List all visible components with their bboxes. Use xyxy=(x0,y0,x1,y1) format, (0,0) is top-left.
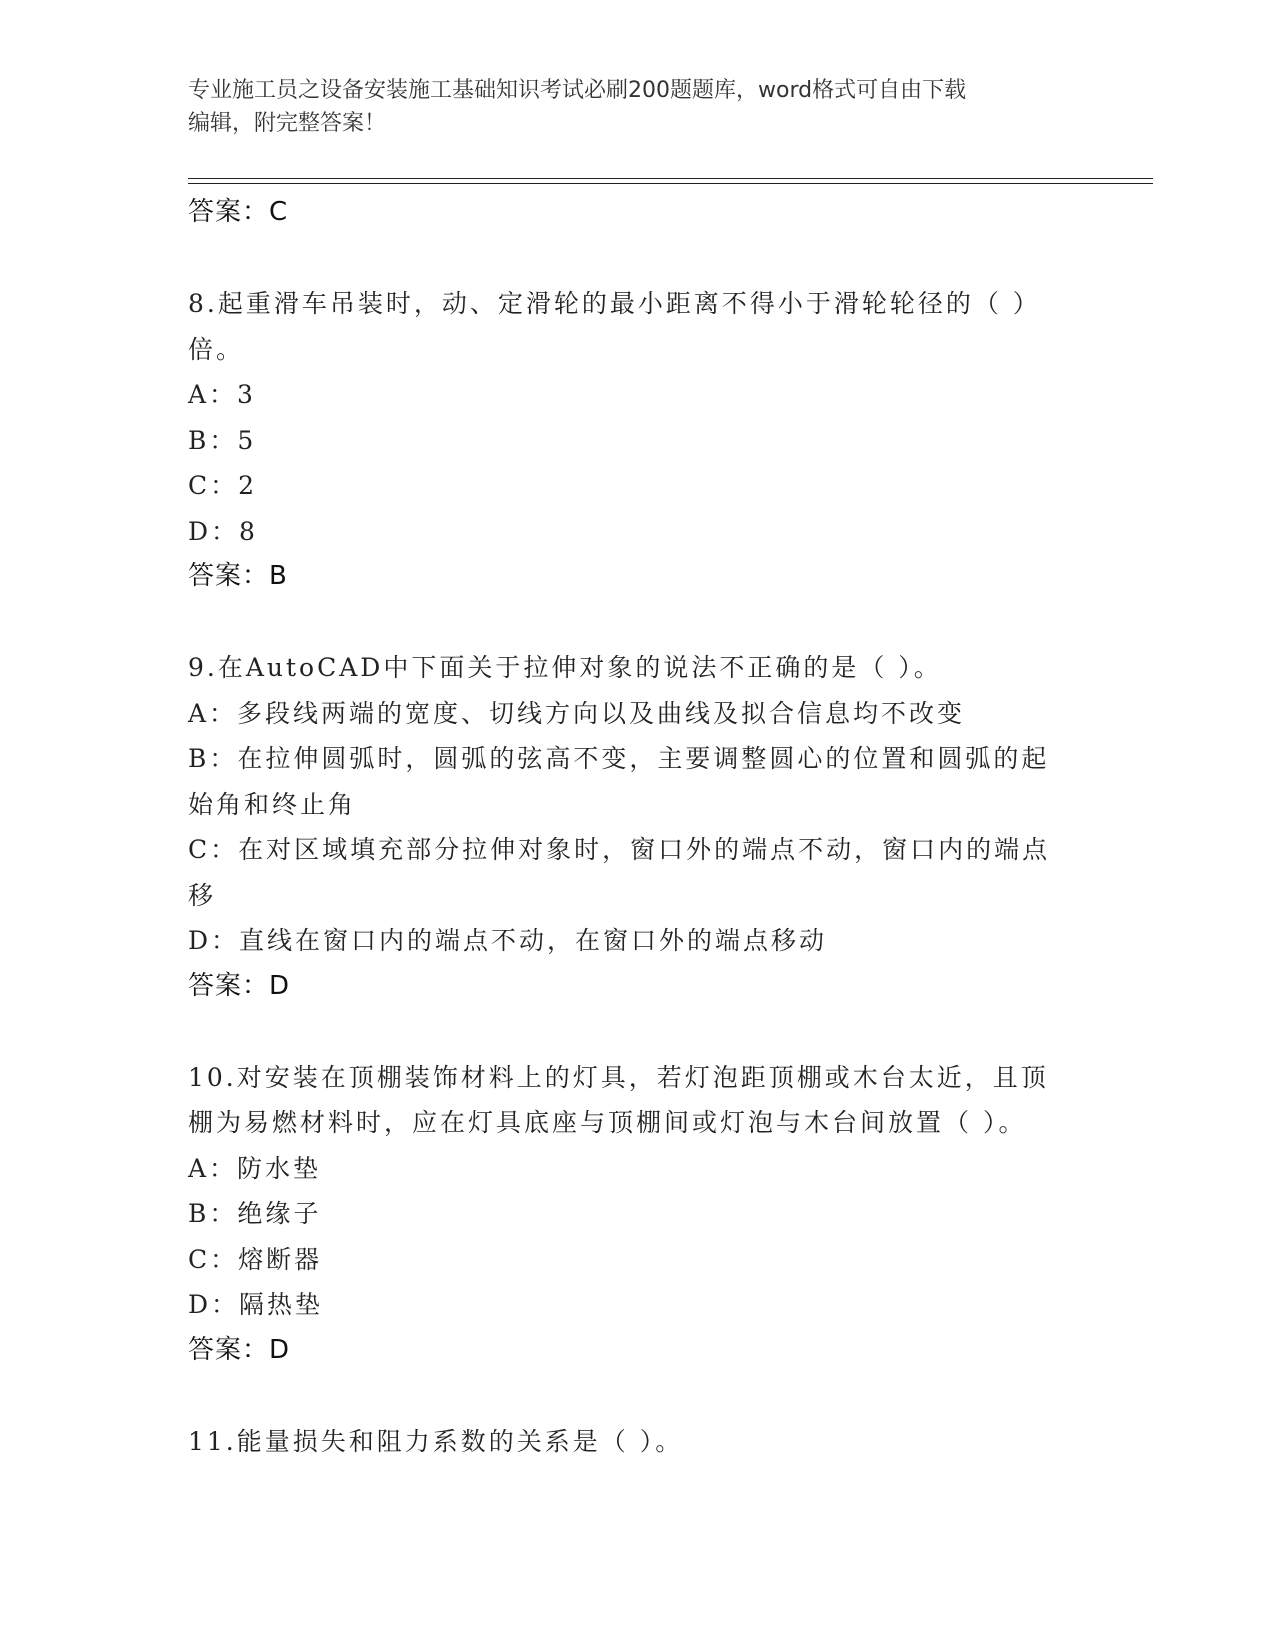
question-10-stem-line-2: 棚为易燃材料时，应在灯具底座与顶棚间或灯泡与木台间放置（ ）。 xyxy=(188,1108,1027,1137)
document-header xyxy=(188,74,1068,140)
question-9-option-d: D：直线在窗口内的端点不动，在窗口外的端点移动 xyxy=(188,926,828,955)
question-10 xyxy=(188,1055,1068,1374)
previous-answer: 答案：C xyxy=(188,197,289,227)
question-list xyxy=(188,190,1068,1464)
spacer xyxy=(188,600,1068,646)
question-9-answer: 答案：D xyxy=(188,970,291,1001)
question-8-answer: 答案：B xyxy=(188,561,288,591)
question-8 xyxy=(188,281,1068,600)
question-8-stem-line-2: 倍。 xyxy=(188,334,245,364)
question-9-option-b-line-1: B：在拉伸圆弧时，圆弧的弦高不变，主要调整圆心的位置和圆弧的起 xyxy=(188,744,1050,773)
question-9-option-b-line-2: 始角和终止角 xyxy=(188,789,357,819)
question-8-option-a: A：3 xyxy=(188,380,256,409)
spacer xyxy=(188,1373,1068,1419)
header-line-1: 专业施工员之设备安装施工基础知识考试必刷200题题库，word格式可自由下载 xyxy=(188,78,967,103)
question-11-stem: 11.能量损失和阻力系数的关系是（ ）。 xyxy=(188,1426,684,1456)
question-9 xyxy=(188,645,1068,1009)
question-9-stem: 9.在AutoCAD中下面关于拉伸对象的说法不正确的是（ ）。 xyxy=(188,653,942,682)
question-10-option-a: A：防水垫 xyxy=(188,1153,322,1183)
question-10-option-b: B：绝缘子 xyxy=(188,1199,322,1228)
spacer xyxy=(188,1009,1068,1055)
header-line-2: 编辑，附完整答案！ xyxy=(188,111,387,136)
question-10-option-d: D：隔热垫 xyxy=(188,1290,324,1319)
question-8-option-b: B：5 xyxy=(188,425,257,455)
header-divider-bottom xyxy=(188,183,1153,184)
question-10-option-c: C：熔断器 xyxy=(188,1244,323,1274)
question-10-answer: 答案：D xyxy=(188,1334,291,1365)
question-8-stem-line-1: 8.起重滑车吊装时，动、定滑轮的最小距离不得小于滑轮轮径的（ ） xyxy=(188,289,1041,318)
header-divider-top xyxy=(188,178,1153,179)
question-11 xyxy=(188,1419,1068,1465)
question-8-option-d: D：8 xyxy=(188,516,258,546)
question-9-option-c-line-1: C：在对区域填充部分拉伸对象时，窗口外的端点不动，窗口内的端点 xyxy=(188,835,1051,864)
spacer xyxy=(188,236,1068,282)
question-9-option-c-line-2: 移 xyxy=(188,880,217,910)
question-9-option-a: A：多段线两端的宽度、切线方向以及曲线及拟合信息均不改变 xyxy=(188,698,966,728)
question-8-option-c: C：2 xyxy=(188,471,258,500)
question-10-stem-line-1: 10.对安装在顶棚装饰材料上的灯具，若灯泡距顶棚或木台太近，且顶 xyxy=(188,1062,1049,1092)
